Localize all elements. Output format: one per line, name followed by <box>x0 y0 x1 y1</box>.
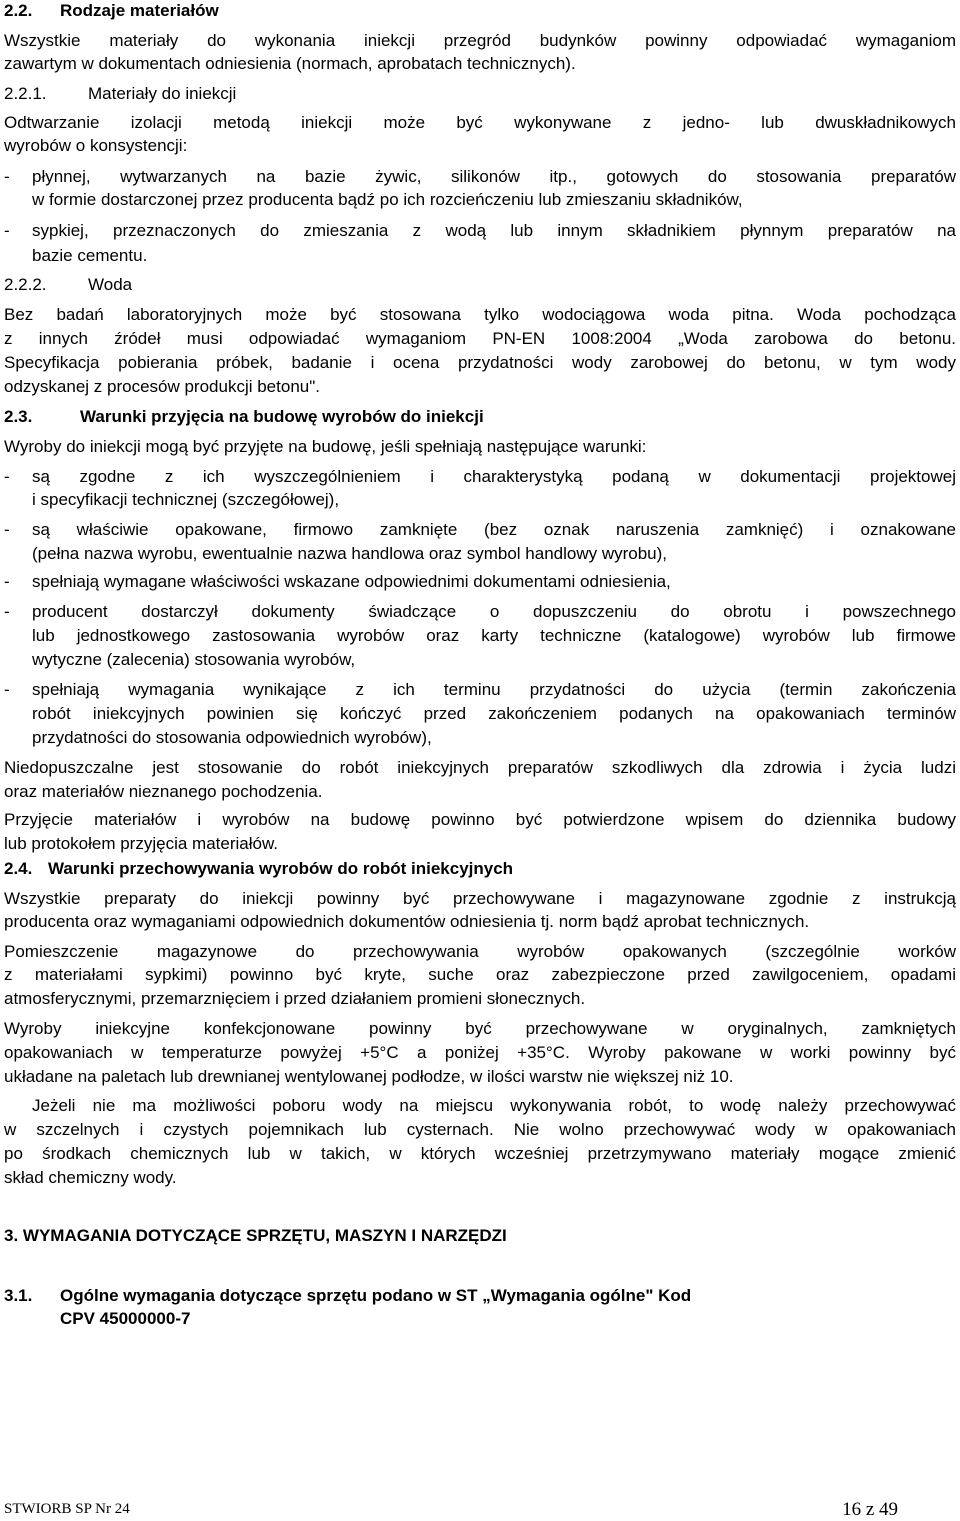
paragraph-line: z innych źródeł musi odpowiadać wymaganiom PN-EN 1008:2004 „Woda zarobowa do betonu. <box>4 329 956 348</box>
section-heading-2-3 <box>4 406 956 428</box>
paragraph-line: w szczelnych i czystych pojemnikach lub cysternach. Nie wolno przechowywać wody w opakowaniach <box>4 1120 956 1139</box>
paragraph-line: z materiałami sypkimi) powinno być kryte, suche oraz zabezpieczone przed zawilgoceniem, opadami <box>4 965 956 984</box>
section-title: Rodzaje materiałów <box>60 1 219 20</box>
paragraph-line: odzyskanej z procesów produkcji betonu". <box>4 377 320 396</box>
footer-page-number: 16 z 49 <box>842 1499 898 1520</box>
section-heading-2-2-1 <box>4 83 956 105</box>
list-item-line: są zgodne z ich wyszczególnieniem i charakterystyką podaną w dokumentacji projektowej <box>32 467 956 486</box>
paragraph-line: Wyroby do iniekcji mogą być przyjęte na budowę, jeśli spełniają następujące warunki: <box>4 437 647 456</box>
list-dash: - <box>4 680 10 699</box>
paragraph-line: Bez badań laboratoryjnych może być stosowana tylko wodociągowa woda pitna. Woda pochodząca <box>4 305 956 324</box>
section-heading-3: 3. WYMAGANIA DOTYCZĄCE SPRZĘTU, MASZYN I NARZĘDZI <box>4 1226 507 1245</box>
list-item-line: lub jednostkowego zastosowania wyrobów oraz karty techniczne (katalogowe) wyrobów lub firmowe <box>32 626 956 645</box>
section-title: Woda <box>88 275 133 294</box>
section-number: 2.4. <box>4 859 33 878</box>
list-item-line: przydatności do stosowania odpowiednich wyrobów), <box>32 728 432 747</box>
paragraph-line: Wyroby iniekcyjne konfekcjonowane powinny być przechowywane w oryginalnych, zamkniętych <box>4 1019 956 1038</box>
list-item-line: płynnej, wytwarzanych na bazie żywic, silikonów itp., gotowych do stosowania preparatów <box>32 167 956 186</box>
list-item-line: spełniają wymagane właściwości wskazane odpowiednimi dokumentami odniesienia, <box>32 572 671 591</box>
section-number: 2.2. <box>4 1 33 20</box>
list-dash: - <box>4 167 10 186</box>
paragraph-line: układane na paletach lub drewnianej wentylowanej podłodze, w ilości warstw nie większej niż 10. <box>4 1067 734 1086</box>
list-item-line: wytyczne (zalecenia) stosowania wyrobów, <box>32 650 356 669</box>
paragraph-line: atmosferycznymi, przemarznięciem i przed działaniem promieni słonecznych. <box>4 989 586 1008</box>
list-item-line: producent dostarczył dokumenty świadczące o dopuszczeniu do obrotu i powszechnego <box>32 602 956 621</box>
paragraph-line: zawartym w dokumentach odniesienia (normach, aprobatach technicznych). <box>4 54 576 73</box>
section-heading-2-2-2 <box>4 274 956 296</box>
paragraph-line: Wszystkie materiały do wykonania iniekcji przegród budynków powinny odpowiadać wymaganiom <box>4 31 956 50</box>
section-title: Ogólne wymagania dotyczące sprzętu podano w ST „Wymagania ogólne" Kod <box>60 1286 692 1305</box>
section-number: 2.3. <box>4 407 33 426</box>
list-dash: - <box>4 520 10 539</box>
paragraph-line: opakowaniach w temperaturze powyżej +5°C a poniżej +35°C. Wyroby pakowane w worki powinny być <box>4 1043 956 1062</box>
list-item-line: są właściwie opakowane, firmowo zamknięte (bez oznak naruszenia zamknięć) i oznakowane <box>32 520 956 539</box>
list-item-line: robót iniekcyjnych powinien się kończyć przed zakończeniem podanych na opakowaniach terminów <box>32 704 956 723</box>
footer-document-id: STWIORB SP Nr 24 <box>4 1501 130 1517</box>
paragraph-line: Odtwarzanie izolacji metodą iniekcji może być wykonywane z jedno- lub dwuskładnikowych <box>4 113 956 132</box>
paragraph-line: oraz materiałów nieznanego pochodzenia. <box>4 782 323 801</box>
section-number: 2.2.1. <box>4 84 47 103</box>
list-item-line: (pełna nazwa wyrobu, ewentualnie nazwa handlowa oraz symbol handlowy wyrobu), <box>32 544 668 563</box>
paragraph-line: Niedopuszczalne jest stosowanie do robót iniekcyjnych preparatów szkodliwych dla zdrowia i życia ludzi <box>4 758 956 777</box>
section-title-continued: CPV 45000000-7 <box>60 1309 191 1328</box>
paragraph-line: Przyjęcie materiałów i wyrobów na budowę powinno być potwierdzone wpisem do dziennika budowy <box>4 810 956 829</box>
list-dash: - <box>4 467 10 486</box>
paragraph-line: lub protokołem przyjęcia materiałów. <box>4 834 279 853</box>
paragraph-line: Pomieszczenie magazynowe do przechowywania wyrobów opakowanych (szczególnie worków <box>4 942 956 961</box>
paragraph-line: Jeżeli nie ma możliwości poboru wody na miejscu wykonywania robót, to wodę należy przechowywać <box>32 1096 956 1115</box>
section-title: Warunki przyjęcia na budowę wyrobów do iniekcji <box>80 407 484 426</box>
list-dash: - <box>4 572 10 591</box>
list-item-line: bazie cementu. <box>32 246 148 265</box>
section-title: Materiały do iniekcji <box>88 84 237 103</box>
paragraph-line: producenta oraz wymaganiami odpowiednich dokumentów odniesienia tj. norm bądź aprobat technicznych. <box>4 912 810 931</box>
list-item-line: w formie dostarczonej przez producenta bądź po ich rozcieńczeniu lub zmieszaniu składników, <box>32 190 743 209</box>
list-item-line: sypkiej, przeznaczonych do zmieszania z wodą lub innym składnikiem płynnym preparatów na <box>32 221 956 240</box>
section-heading-2-4 <box>4 858 956 880</box>
section-number: 3.1. <box>4 1286 33 1305</box>
list-item-line: spełniają wymagania wynikające z ich terminu przydatności do użycia (termin zakończenia <box>32 680 956 699</box>
section-number: 2.2.2. <box>4 275 47 294</box>
paragraph-line: wyrobów o konsystencji: <box>4 136 188 155</box>
list-dash: - <box>4 221 10 240</box>
list-item-line: i specyfikacji technicznej (szczegółowej), <box>32 490 340 509</box>
paragraph-line: skład chemiczny wody. <box>4 1168 177 1187</box>
paragraph-line: Specyfikacja pobierania próbek, badanie i ocena przydatności wody zarobowej do betonu, w tym wody <box>4 353 956 372</box>
paragraph-line: po środkach chemicznych lub w takich, w których wcześniej przetrzymywano materiały mogące zmienić <box>4 1144 956 1163</box>
section-heading-2-2 <box>4 0 956 22</box>
list-dash: - <box>4 602 10 621</box>
section-heading-3-1 <box>4 1285 956 1307</box>
paragraph-line: Wszystkie preparaty do iniekcji powinny być przechowywane i magazynowane zgodnie z instrukcją <box>4 889 956 908</box>
section-title: Warunki przechowywania wyrobów do robót iniekcyjnych <box>48 859 514 878</box>
